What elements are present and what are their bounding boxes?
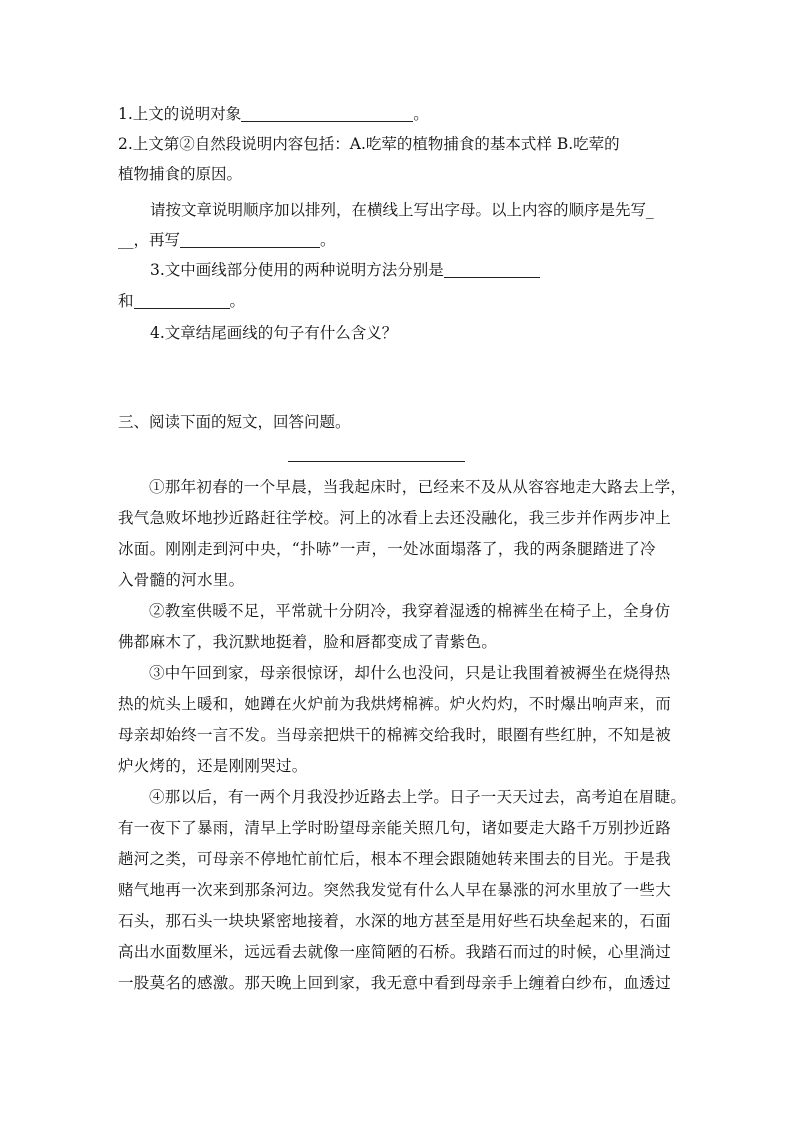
answer-blank[interactable]	[134, 290, 230, 309]
passage-paragraph-3	[118, 658, 678, 782]
passage-line: 有一夜下了暴雨，清早上学时盼望母亲能关照几句，诸如要走大路千万别抄近路	[118, 819, 672, 837]
question-2-line-4a: __，再写	[118, 231, 181, 249]
answer-blank[interactable]	[444, 259, 540, 278]
passage-line: ③中午回到家，母亲很惊讶，却什么也没问，只是让我围着被褥坐在烧得热	[149, 664, 671, 682]
question-3-line-1	[150, 256, 540, 284]
passage-line: ①那年初春的一个早晨，当我起床时，已经来不及从从容容地走大路去上学，	[149, 478, 687, 496]
question-3-and: 和	[118, 292, 134, 310]
passage-line: 赌气地再一次来到那条河边。突然我发觉有什么人早在暴涨的河水里放了一些大	[118, 881, 672, 899]
passage-line: 趟河之类，可母亲不停地忙前忙后，根本不理会跟随她转来围去的目光。于是我	[118, 850, 672, 868]
question-1	[118, 100, 429, 128]
question-1-text: 1.上文的说明对象	[118, 105, 242, 123]
question-1-end: 。	[413, 105, 429, 123]
question-2-line-3: 请按文章说明顺序加以排列，在横线上写出字母。以上内容的顺序是先写_	[150, 201, 654, 219]
question-3-text: 3.文中画线部分使用的两种说明方法分别是	[150, 261, 444, 279]
passage-line: 冰面。刚刚走到河中央，“扑哧”一声，一处冰面塌落了，我的两条腿踏进了冷	[118, 540, 656, 558]
passage-line: 母亲却始终一言不发。当母亲把烘干的棉裤交给我时，眼圈有些红肿，不知是被	[118, 726, 672, 744]
passage-line: ②教室供暖不足，平常就十分阴冷，我穿着湿透的棉裤坐在椅子上，全身仿	[149, 602, 671, 620]
passage-line: ④那以后，有一两个月我没抄近路去上学。日子一天天过去，高考迫在眉睫。	[149, 788, 687, 806]
passage-line: 一股莫名的感激。那天晚上回到家，我无意中看到母亲手上缠着白纱布，血透过	[118, 974, 672, 992]
answer-blank[interactable]	[241, 103, 413, 122]
title-blank-line[interactable]	[288, 461, 465, 462]
passage-line: 佛都麻木了，我沉默地挺着，脸和唇都变成了青紫色。	[118, 633, 498, 651]
question-2-line-1: 2.上文第②自然段说明内容包括：A.吃荤的植物捕食的基本式样 B.吃荤的	[118, 135, 620, 153]
question-2-line-4	[118, 226, 336, 254]
passage-line: 炉火烤的，还是刚刚哭过。	[118, 757, 308, 775]
passage-line: 热的炕头上暖和，她蹲在火炉前为我烘烤棉裤。炉火灼灼，不时爆出响声来，而	[118, 695, 672, 713]
question-2-line-2: 植物捕食的原因。	[118, 165, 243, 183]
passage-line: 石头，那石头一块块紧密地接着，水深的地方甚至是用好些石块垒起来的，石面	[118, 912, 672, 930]
question-4: 4.文章结尾画线的句子有什么含义？	[150, 324, 398, 342]
passage-line: 我气急败坏地抄近路赶往学校。河上的冰看上去还没融化，我三步并作两步冲上	[118, 509, 672, 527]
answer-blank[interactable]	[180, 229, 320, 248]
question-3-end: 。	[229, 292, 246, 310]
passage-paragraph-1	[118, 472, 687, 596]
passage-line: 入骨髓的河水里。	[118, 571, 245, 589]
passage-paragraph-4	[118, 782, 687, 999]
question-2-line-4b: 。	[320, 231, 336, 249]
section-3-heading: 三、阅读下面的短文，回答问题。	[118, 413, 351, 431]
passage-line: 高出水面数厘米，远远看去就像一座简陋的石桥。我踏石而过的时候，心里淌过	[118, 943, 672, 961]
passage-paragraph-2	[118, 596, 678, 658]
question-3-line-2	[118, 287, 245, 315]
